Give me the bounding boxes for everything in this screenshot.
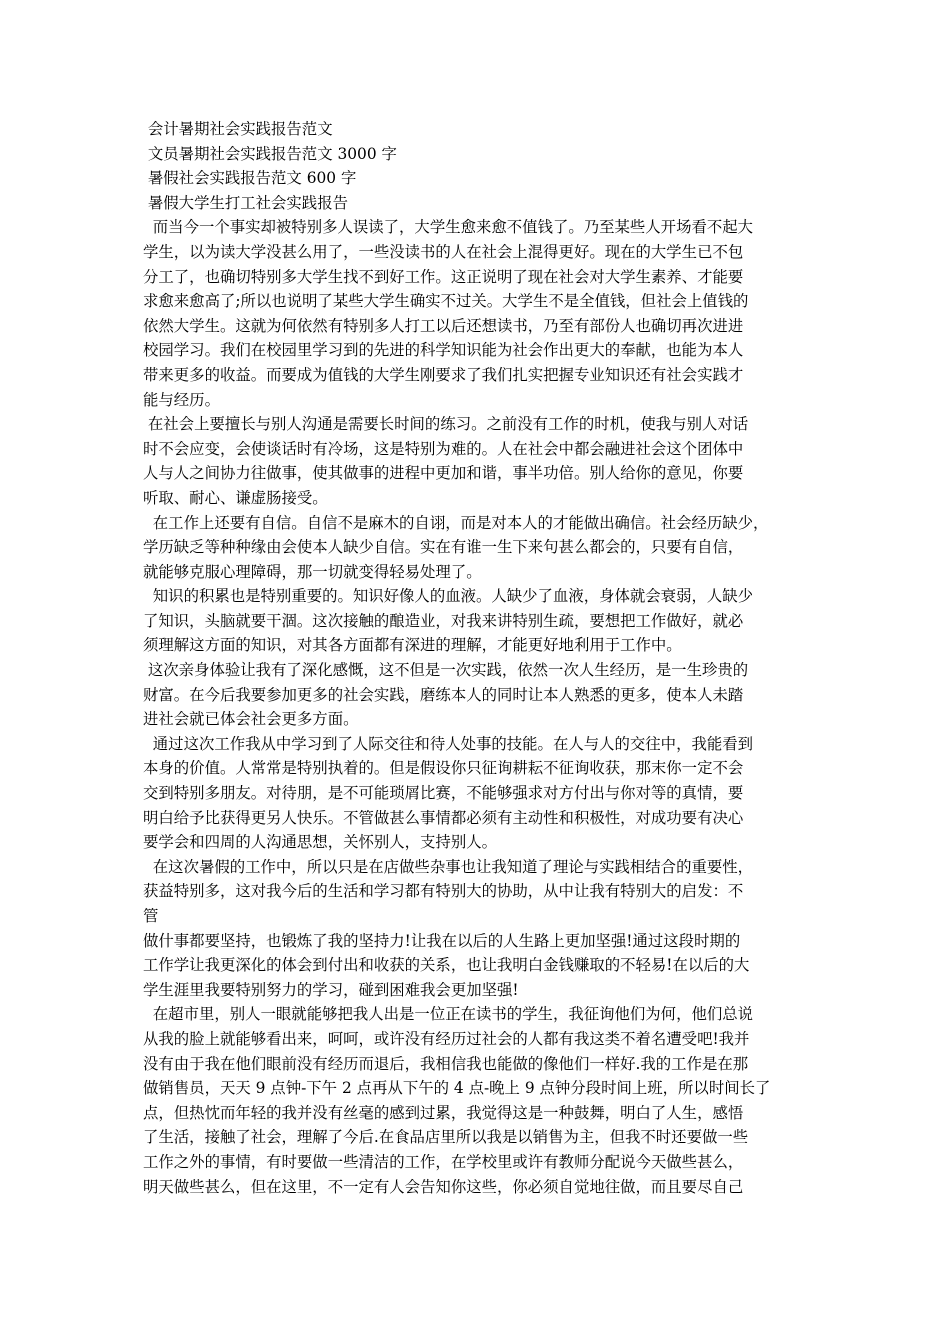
text-line: 从我的脸上就能够看出来，呵呵，或许没有经历过社会的人都有我这类不着名遭受吧!我并 [143,1029,750,1048]
text-line: 没有由于我在他们眼前没有经历而退后，我相信我也能做的像他们一样好.我的工作是在那 [143,1054,749,1073]
text-line: 做什事都要坚持，也锻炼了我的坚持力!让我在以后的人生路上更加坚强!通过这段时期的 [143,931,741,950]
text-line: 依然大学生。这就为何依然有特别多人打工以后还想读书，乃至有部份人也确切再次进进 [143,316,744,335]
text-line: 知识的积累也是特别重要的。知识好像人的血液。人缺少了血液，身体就会衰弱，人缺少 [143,587,754,606]
text-line: 要学会和四周的人沟通思想，关怀别人，支持别人。 [143,833,497,852]
text-line: 财富。在今后我要参加更多的社会实践，磨练本人的同时让本人熟悉的更多，使本人未踏 [143,685,744,704]
text-line: 明天做些甚么，但在这里，不一定有人会告知你这些，你必须自觉地往做，而且要尽自己 [143,1177,744,1196]
text-line: 分工了，也确切特别多大学生找不到好工作。这正说明了现在社会对大学生素养、才能要 [143,267,744,286]
text-line: 暑假社会实践报告范文 600 字 [143,169,357,188]
text-line: 学生涯里我要特别努力的学习，碰到困难我会更加坚强! [143,980,519,999]
text-line: 通过这次工作我从中学习到了人际交往和待人处事的技能。在人与人的交往中，我能看到 [143,734,754,753]
text-line: 在这次暑假的工作中，所以只是在店做些杂事也让我知道了理论与实践相结合的重要性， [143,857,754,876]
text-line: 就能够克服心理障碍，那一切就变得轻易处理了。 [143,562,482,581]
text-line: 能与经历。 [143,390,220,409]
text-line: 须理解这方面的知识，对其各方面都有深进的理解，才能更好地利用于工作中。 [143,636,682,655]
text-line: 了生活，接触了社会，理解了今后.在食品店里所以我是以销售为主，但我不时还要做一些 [143,1128,749,1147]
text-line: 管 [143,907,159,925]
text-line: 听取、耐心、谦虚肠接受。 [143,488,328,507]
text-line: 在社会上要擅长与别人沟通是需要长时间的练习。之前没有工作的时机，使我与别人对话 [143,415,749,434]
text-line: 文员暑期社会实践报告范文 3000 字 [143,144,397,163]
text-line: 点，但热忱而年轻的我并没有丝毫的感到过累，我觉得这是一种鼓舞，明白了人生，感悟 [143,1103,744,1122]
text-line: 工作学让我更深化的体会到付出和收获的关系，也让我明白金钱赚取的不轻易!在以后的大 [143,956,750,975]
text-line: 求愈来愈高了;所以也说明了某些大学生确实不过关。大学生不是全值钱，但社会上值钱的 [143,292,749,311]
text-line: 人与人之间协力往做事，使其做事的进程中更加和谐，事半功倍。别人给你的意见，你要 [143,464,744,483]
text-line: 校园学习。我们在校园里学习到的先进的科学知识能为社会作出更大的奉献，也能为本人 [143,341,744,360]
text-line: 学历缺乏等种种缘由会使本人缺少自信。实在有谁一生下来句甚么都会的，只要有自信， [143,538,744,557]
text-line: 带来更多的收益。而要成为值钱的大学生刚要求了我们扎实把握专业知识还有社会实践才 [143,365,744,384]
text-line: 这次亲身体验让我有了深化感慨，这不但是一次实践，依然一次人生经历，是一生珍贵的 [143,661,749,680]
text-line: 工作之外的事情，有时要做一些清洁的工作，在学校里或许有教师分配说今天做些甚么， [143,1152,744,1171]
text-line: 会计暑期社会实践报告范文 [143,120,333,138]
text-line: 在超市里，别人一眼就能够把我人出是一位正在读书的学生，我征询他们为何，他们总说 [143,1005,754,1024]
text-line: 学生，以为读大学没甚么用了，一些没读书的人在社会上混得更好。现在的大学生已不包 [143,242,744,261]
text-line: 时不会应变，会使谈话时有冷场，这是特别为难的。人在社会中都会融进社会这个团体中 [143,439,744,458]
text-line: 暑假大学生打工社会实践报告 [143,193,348,212]
text-line: 做销售员，天天 9 点钟-下午 2 点再从下午的 4 点-晚上 9 点钟分段时间上班，所以时间长了 [143,1079,771,1098]
text-line: 交到特别多朋友。对待朋，是不可能琐屑比赛，不能够强求对方付出与你对等的真情，要 [143,784,744,803]
text-line: 获益特别多，这对我今后的生活和学习都有特别大的协助，从中让我有特别大的启发：不 [143,882,744,901]
text-line: 本身的价值。人常常是特别执着的。但是假设你只征询耕耘不征询收获，那末你一定不会 [143,759,744,778]
text-line: 明白给予比获得更另人快乐。不管做甚么事情都必须有主动性和积极性，对成功要有决心 [143,808,744,827]
text-line: 进社会就已体会社会更多方面。 [143,710,359,729]
text-line: 而当今一个事实却被特别多人误读了，大学生愈来愈不值钱了。乃至某些人开场看不起大 [143,218,754,237]
text-line: 在工作上还要有自信。自信不是麻木的自诩，而是对本人的才能做出确信。社会经历缺少， [143,513,769,532]
text-line: 了知识，头脑就要干涸。这次接触的酿造业，对我来讲特别生疏，要想把工作做好，就必 [143,611,744,630]
document-body [143,117,813,1199]
